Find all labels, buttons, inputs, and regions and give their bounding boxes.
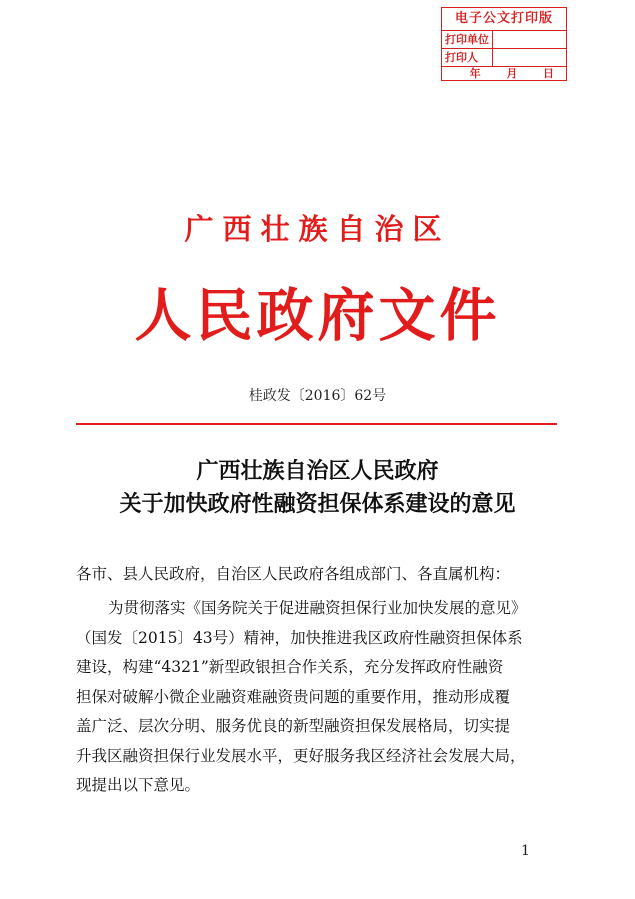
- print-stamp: [441, 7, 567, 81]
- stamp-date: 年 月 日: [469, 67, 560, 80]
- salutation: 各市、县人民政府，自治区人民政府各组成部门、各直属机构：: [76, 565, 511, 583]
- document-title-line-2: 关于加快政府性融资担保体系建设的意见: [119, 491, 516, 517]
- red-divider: [76, 423, 557, 425]
- stamp-printer-label: 打印人: [445, 49, 493, 66]
- issuer-name: 广西壮族自治区: [184, 212, 451, 246]
- body-line: 现提出以下意见。: [76, 776, 201, 794]
- body-paragraph: [76, 594, 562, 801]
- body-line: 为贯彻落实《国务院关于促进融资担保行业加快发展的意见》: [108, 599, 527, 617]
- document-number: 桂政发〔2016〕62号: [248, 388, 387, 404]
- document-title-line-1: 广西壮族自治区人民政府: [196, 458, 439, 484]
- document-type-heading: 人民政府文件: [134, 282, 501, 349]
- stamp-unit-label: 打印单位: [445, 31, 493, 48]
- body-line: 担保对破解小微企业融资难融资贵问题的重要作用，推动形成覆: [76, 687, 511, 706]
- body-line: 升我区融资担保行业发展水平，更好服务我区经济社会发展大局，: [76, 746, 526, 765]
- body-line: 建设，构建“4321”新型政银担合作关系，充分发挥政府性融资: [76, 658, 504, 676]
- stamp-printer-row: [442, 49, 566, 67]
- body-line: （国发〔2015〕43号）精神，加快推进我区政府性融资担保体系: [76, 628, 523, 647]
- body-line: 盖广泛、层次分明、服务优良的新型融资担保发展格局，切实提: [76, 717, 511, 735]
- stamp-unit-row: [442, 31, 566, 49]
- page-number: 1: [521, 843, 530, 859]
- stamp-title: 电子公文打印版: [442, 8, 566, 31]
